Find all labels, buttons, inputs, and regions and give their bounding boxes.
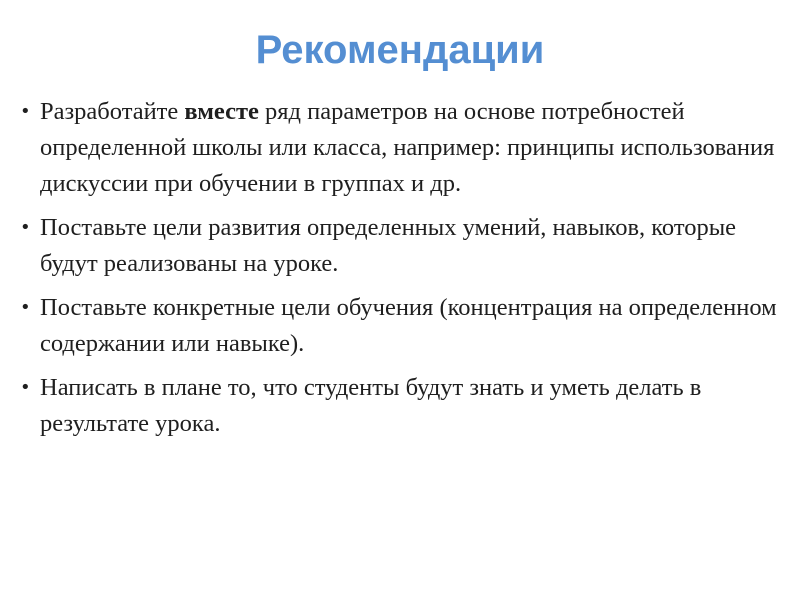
bullet-text: Поставьте конкретные цели обучения (концентрация на определенном содержании или навыке). bbox=[40, 294, 777, 357]
bullet-dot-icon: • bbox=[20, 217, 31, 238]
list-item bbox=[20, 290, 790, 362]
bullet-text bbox=[40, 98, 774, 197]
bullet-text: Поставьте цели развития определенных умений, навыков, которые будут реализованы на уроке. bbox=[40, 214, 737, 277]
bullet-dot-icon: • bbox=[20, 297, 31, 318]
bullet-text: Написать в плане то, что студенты будут знать и уметь делать в результате урока. bbox=[40, 374, 702, 437]
bullet-text-emphasis: вместе bbox=[184, 98, 259, 125]
list-item bbox=[20, 210, 790, 282]
list-item bbox=[20, 370, 790, 442]
list-item bbox=[20, 94, 790, 202]
bullet-list bbox=[20, 94, 790, 450]
bullet-dot-icon: • bbox=[20, 101, 31, 122]
bullet-dot-icon: • bbox=[20, 377, 31, 398]
slide-title: Рекомендации bbox=[255, 28, 545, 72]
bullet-text-after: ряд параметров на основе потребностей определенной школы или класса, например: принципы использования дискуссии при обучении в группах и др. bbox=[40, 98, 775, 197]
bullet-text-before: Разработайте bbox=[40, 98, 185, 125]
